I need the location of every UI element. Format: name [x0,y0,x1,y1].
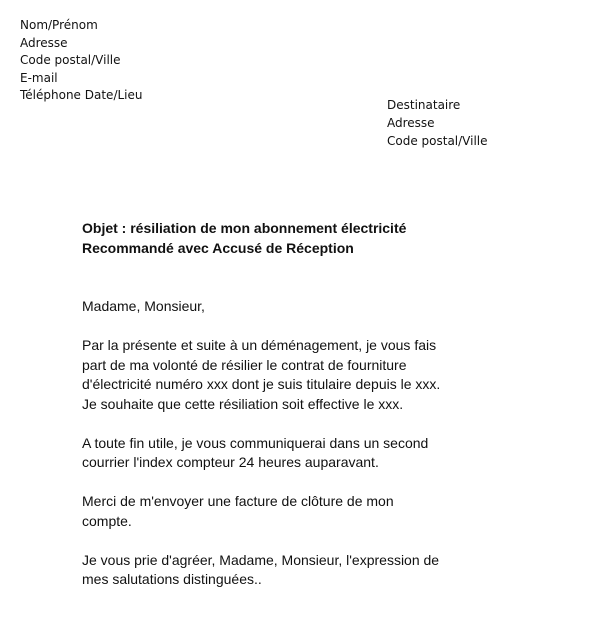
sender-address: Adresse [20,35,68,50]
paragraph-line: part de ma volonté de résilier le contrat de fourniture [82,356,407,373]
subject-line: Objet : résiliation de mon abonnement électricité [82,220,407,236]
recipient-address: Adresse [387,116,435,130]
salutation [82,297,522,317]
sender-email: E-mail [20,70,58,85]
sender-name: Nom/Prénom [20,18,98,32]
closing-formula [82,551,522,590]
paragraph-meter-index [82,434,522,473]
paragraph-line: Merci de m'envoyer une facture de clôture de mon [82,493,394,509]
registered-mail-line: Recommandé avec Accusé de Réception [82,240,354,256]
sender-postal-city: Code postal/Ville [20,53,121,67]
paragraph-line: d'électricité numéro xxx dont je suis titulaire depuis le xxx. [82,376,441,392]
paragraph-line: courrier l'index compteur 24 heures auparavant. [82,454,379,470]
paragraph-line: Je souhaite que cette résiliation soit effective le xxx. [82,395,404,412]
paragraph-final-invoice [82,492,522,531]
sender-block [20,17,143,105]
recipient-name: Destinataire [387,98,461,112]
recipient-block [387,96,488,150]
sender-phone-date-place: Téléphone Date/Lieu [20,88,143,102]
paragraph-line: Je vous prie d'agréer, Madame, Monsieur, l'expression de [82,551,440,568]
recipient-postal-city: Code postal/Ville [387,134,488,148]
salutation-text: Madame, Monsieur, [82,298,205,314]
paragraph-termination [82,336,522,414]
letter-body [82,297,522,609]
paragraph-line: A toute fin utile, je vous communiquerai dans un second [82,434,429,451]
paragraph-line: Par la présente et suite à un déménagement, je vous fais [82,337,437,353]
paragraph-line: compte. [82,512,132,529]
paragraph-line: mes salutations distinguées.. [82,571,262,587]
subject-block [82,218,406,258]
